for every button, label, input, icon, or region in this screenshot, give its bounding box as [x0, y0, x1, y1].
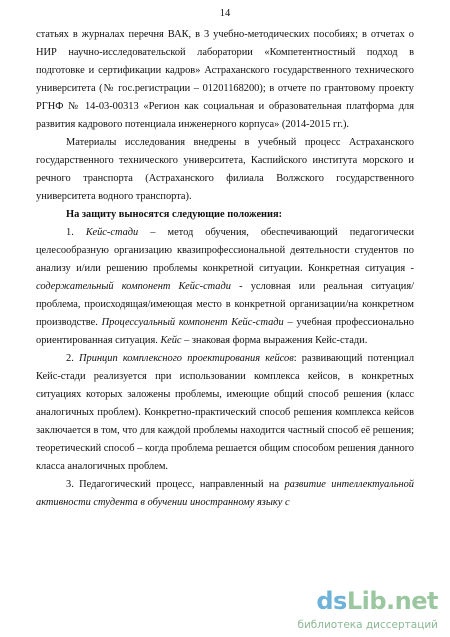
watermark-logo-lib: Lib.net [346, 587, 438, 615]
item-text: – метод обучения, обеспечивающий педагогически целесообразную организацию квазипрофессиональной деятельности студентов по анализу и/или решению проблемы конкретной ситуации. Конкретная ситуация - [36, 227, 415, 274]
document-body [36, 26, 414, 512]
item-text: - условная или реальная ситуация/проблема, происходящая/имеющая место в конкретной организации/на конкретном производстве. [36, 281, 414, 328]
item-text: – учебная профессионально ориентированная ситуация. [36, 317, 414, 346]
page-number: 14 [219, 8, 231, 19]
item-number: 2. [66, 353, 79, 364]
watermark [292, 587, 442, 631]
item-text: 3. Педагогический процесс, направленный на [66, 479, 285, 490]
term-design-principle: Принцип комплексного проектирования кейсов [79, 353, 294, 364]
term-intellectual-activity: развитие интеллектуальной активности студента в обучении иностранному языку с [36, 479, 414, 508]
item-text: : развивающий потенциал Кейс-стади реализуется при использовании комплекса кейсов, в конкретных ситуациях которых заложены проблемы, имеющие общий способ решения (класс аналогичных проблем). Конкретно-практический способ решения комплекса кейсов заключается в том, что для каждой проблемы находится частный способ её решения; теоретический способ – когда проблема решается общим способом решения данного класса аналогичных проблем. [36, 353, 415, 472]
thesis-item-3 [36, 476, 414, 512]
paragraph-publications [36, 26, 414, 134]
watermark-subtitle: библиотека диссертаций [297, 619, 438, 631]
paragraph-text: статьях в журналах перечня ВАК, в 3 учебно-методических пособиях; в отчетах о НИР научно-исследовательской лаборатории «Компетентностный подход в подготовке и сертификации кадров» Астраханского государственного технического университета (№ гос.регистрации – 01201168200); в отчете по грантовому проекту РГНФ № 14-03-00313 «Регион как социальная и образовательная платформа для развития кадрового потенциала инженерного корпуса» (2014-2015 гг.). [36, 29, 414, 130]
watermark-logo [316, 587, 438, 615]
paragraph-implementation: Материалы исследования внедрены в учебный процесс Астраханского государственного технического университета, Каспийского института морского и речного транспорта (Астраханского филиала Волжского государственного университета водного транспорта). [36, 137, 414, 202]
thesis-item-1 [36, 224, 414, 350]
thesis-item-2 [36, 350, 414, 476]
watermark-logo-ds: ds [316, 587, 347, 615]
term-content-component: содержательный компонент Кейс-стади [36, 281, 231, 292]
term-process-component: Процессуальный компонент Кейс-стади [101, 317, 284, 328]
cut-off-region [36, 476, 414, 512]
term-case: Кейс [160, 335, 182, 346]
section-heading: На защиту выносятся следующие положения: [66, 209, 283, 220]
term-case-study: Кейс-стади [85, 227, 139, 238]
item-text: – знаковая форма выражения Кейс-стади. [181, 335, 368, 346]
item-number: 1. [66, 227, 86, 238]
